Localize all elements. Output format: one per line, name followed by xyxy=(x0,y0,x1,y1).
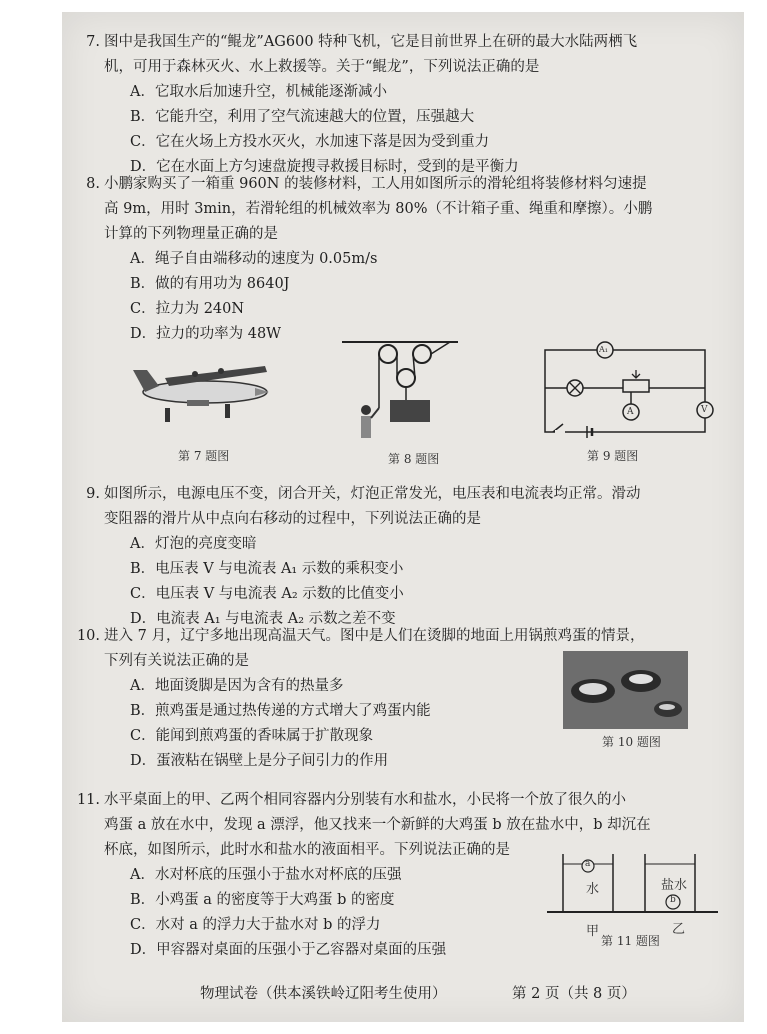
option-b: B．它能升空，利用了空气流速越大的位置，压强越大 xyxy=(130,109,475,125)
question-number: 11. xyxy=(76,792,100,808)
water-label: 水 xyxy=(586,882,600,897)
figure-9-caption: 第 9 题图 xyxy=(587,449,639,463)
question-stem-line: 下列有关说法正确的是 xyxy=(104,653,249,669)
container-yi-label: 乙 xyxy=(672,922,686,937)
option-a: A．它取水后加速升空，机械能逐渐减小 xyxy=(130,84,387,100)
question-stem-line: 机，可用于森林灭火、水上救援等。关于“鲲龙”，下列说法正确的是 xyxy=(104,59,540,75)
option-c: C．水对 a 的浮力大于盐水对 b 的浮力 xyxy=(130,917,381,933)
footer-page-number: 第 2 页（共 8 页） xyxy=(512,986,636,1002)
option-c: C．它在火场上方投水灭火，水加速下落是因为受到重力 xyxy=(130,134,490,150)
question-7 xyxy=(68,30,637,180)
question-number: 9. xyxy=(86,486,100,502)
question-stem-line: 杯底，如图所示，此时水和盐水的液面相平。下列说法正确的是 xyxy=(104,842,510,858)
question-number: 10. xyxy=(76,628,100,644)
option-a: A．水对杯底的压强小于盐水对杯底的压强 xyxy=(130,867,402,883)
question-stem-line: 变阻器的滑片从中点向右移动的过程中，下列说法正确的是 xyxy=(104,511,481,527)
question-stem-line: 鸡蛋 a 放在水中，发现 a 漂浮，他又找来一个新鲜的大鸡蛋 b 放在盐水中，b 却沉在 xyxy=(104,817,651,833)
container-jia-label: 甲 xyxy=(586,924,600,939)
question-number: 8. xyxy=(86,176,100,192)
option-c: C．拉力为 240N xyxy=(130,301,245,317)
option-c: C．能闻到煎鸡蛋的香味属于扩散现象 xyxy=(130,728,374,744)
option-b: B．电压表 V 与电流表 A₁ 示数的乘积变小 xyxy=(130,561,404,577)
question-8 xyxy=(68,172,652,347)
option-a: A．绳子自由端移动的速度为 0.05m/s xyxy=(130,251,378,267)
option-b: B．煎鸡蛋是通过热传递的方式增大了鸡蛋内能 xyxy=(130,703,431,719)
option-a: A．地面烫脚是因为含有的热量多 xyxy=(130,678,344,694)
saltwater-label: 盐水 xyxy=(661,878,688,893)
option-c: C．电压表 V 与电流表 A₂ 示数的比值变小 xyxy=(130,586,404,602)
voltmeter-v-label: V xyxy=(701,405,708,415)
egg-b-label: b xyxy=(670,895,676,905)
question-stem-line: 计算的下列物理量正确的是 xyxy=(104,226,278,242)
ammeter-a1-label: A₁ xyxy=(599,345,608,354)
egg-a-label: a xyxy=(585,859,591,869)
question-stem-line: 图中是我国生产的“鲲龙”AG600 特种飞机，它是目前世界上在研的最大水陆两栖飞 xyxy=(104,34,638,50)
option-d: D．它在水面上方匀速盘旋搜寻救援目标时，受到的是平衡力 xyxy=(130,159,519,175)
frying-egg-photo xyxy=(563,651,688,729)
figure-8-caption: 第 8 题图 xyxy=(388,452,440,466)
option-d: D．甲容器对桌面的压强小于乙容器对桌面的压强 xyxy=(130,942,447,958)
question-stem-line: 如图所示，电源电压不变，闭合开关，灯泡正常发光，电压表和电流表均正常。滑动 xyxy=(104,486,641,502)
figure-10-caption: 第 10 题图 xyxy=(602,735,661,749)
containers-figure xyxy=(545,850,720,920)
question-stem-line: 进入 7 月，辽宁多地出现高温天气。图中是人们在烫脚的地面上用锅煎鸡蛋的情景， xyxy=(104,628,645,644)
question-10 xyxy=(68,624,644,774)
figure-7-caption: 第 7 题图 xyxy=(178,449,230,463)
figure-11-caption: 第 11 题图 xyxy=(601,934,660,948)
option-b: B．小鸡蛋 a 的密度等于大鸡蛋 b 的密度 xyxy=(130,892,395,908)
option-b: B．做的有用功为 8640J xyxy=(130,276,290,292)
question-number: 7. xyxy=(86,34,100,50)
question-stem-line: 水平桌面上的甲、乙两个相同容器内分别装有水和盐水，小民将一个放了很久的小 xyxy=(104,792,626,808)
circuit-figure xyxy=(535,340,715,445)
ammeter-a-label: A xyxy=(627,407,634,417)
option-a: A．灯泡的亮度变暗 xyxy=(130,536,257,552)
question-9 xyxy=(68,482,641,632)
question-stem-line: 高 9m，用时 3min，若滑轮组的机械效率为 80%（不计箱子重、绳重和摩擦）。小鹏 xyxy=(104,201,653,217)
option-d: D．蛋液粘在锅壁上是分子间引力的作用 xyxy=(130,753,389,769)
seaplane-figure xyxy=(125,348,285,428)
frying-egg-image xyxy=(563,651,688,729)
option-d: D．拉力的功率为 48W xyxy=(130,326,282,342)
footer-title: 物理试卷（供本溪铁岭辽阳考生使用） xyxy=(200,986,447,1002)
pulley-figure xyxy=(340,338,460,446)
question-stem-line: 小鹏家购买了一箱重 960N 的装修材料，工人用如图所示的滑轮组将装修材料匀速提 xyxy=(104,176,647,192)
option-d: D．电流表 A₁ 与电流表 A₂ 示数之差不变 xyxy=(130,611,396,627)
